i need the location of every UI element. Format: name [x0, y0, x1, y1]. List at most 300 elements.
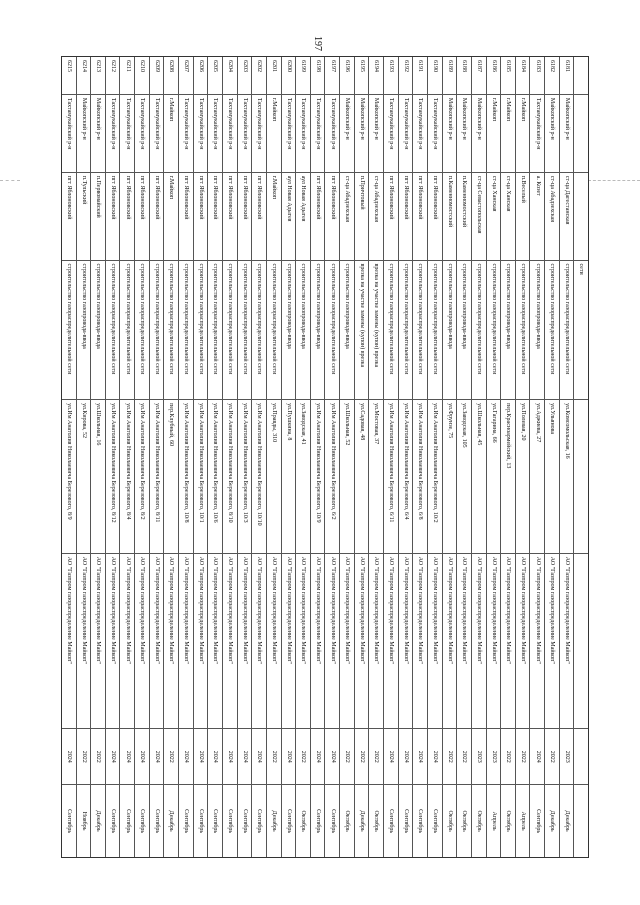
- row-number: 6208: [164, 57, 178, 95]
- address-cell: ул.Им Анатолия Николаевича Березового, 6/2: [325, 400, 339, 554]
- month-cell: Декабрь: [95, 810, 102, 832]
- month-cell: Сентябрь: [212, 809, 219, 834]
- locality-cell: п.Каменномостский: [457, 173, 471, 261]
- district-cell: Майкопский р-н: [369, 95, 383, 173]
- row-number: 6189: [443, 57, 457, 95]
- district-cell: Тахтамукайский р-н: [238, 95, 252, 173]
- year-cell: 2024: [223, 729, 237, 785]
- row-number: 6182: [545, 57, 559, 95]
- work-type-cell: строительство газораспределительной сети: [267, 261, 281, 401]
- table-row: [383, 57, 398, 857]
- year-cell: 2024: [62, 729, 76, 785]
- locality-cell: г.Майкоп: [267, 173, 281, 261]
- address-cell: [574, 400, 588, 554]
- work-type-cell: строительство газораспределительной сети: [384, 261, 398, 401]
- row-number: 6211: [121, 57, 135, 95]
- month-cell: Сентябрь: [66, 809, 73, 834]
- address-cell: ул.Фрунзе, 75: [443, 400, 457, 554]
- district-cell: Тахтамукайский р-н: [223, 95, 237, 173]
- organization-cell: АО "Газпром газораспределение Майкоп": [355, 554, 369, 730]
- year-cell: 2022: [340, 729, 354, 785]
- work-type-cell: строительство газораспределительной сети: [487, 261, 501, 401]
- locality-cell: пгт Яблоновский: [194, 173, 208, 261]
- year-cell: 2024: [208, 729, 222, 785]
- work-type-cell: строительство газораспределительной сети: [62, 261, 76, 401]
- table-row: [529, 57, 544, 857]
- organization-cell: АО "Газпром газораспределение Майкоп": [77, 554, 91, 730]
- year-cell: 2022: [355, 729, 369, 785]
- month-cell: Сентябрь: [139, 809, 146, 834]
- row-number: 6204: [223, 57, 237, 95]
- locality-cell: ст-ца Севастопольская: [472, 173, 486, 261]
- month-cell: Сентябрь: [124, 809, 131, 834]
- organization-cell: АО "Газпром газораспределение Майкоп": [501, 554, 515, 730]
- table-row: [427, 57, 442, 857]
- month-cell: Октябрь: [505, 810, 512, 832]
- row-number: 6210: [135, 57, 149, 95]
- address-cell: ул.Правды, 310: [267, 400, 281, 554]
- row-number: 6187: [472, 57, 486, 95]
- address-cell: ул.Им Анатолия Николаевича Березового, 10/9: [311, 400, 325, 554]
- address-cell: ул.Им Анатолия Николаевича Березового, 8/11: [150, 400, 164, 554]
- address-cell: ул.Гагарина, 66: [487, 400, 501, 554]
- organization-cell: АО "Газпром газораспределение Майкоп": [121, 554, 135, 730]
- address-cell: ул.Им Анатолия Николаевича Березового, 8/9: [62, 400, 76, 554]
- district-cell: Тахтамукайский р-н: [62, 95, 76, 173]
- month-cell: Сентябрь: [183, 809, 190, 834]
- district-cell: [574, 95, 588, 173]
- work-type-cell: строительство газораспределительной сети: [413, 261, 427, 401]
- year-cell: 2023: [472, 729, 486, 785]
- address-cell: ул.Им Анатолия Николаевича Березового, 10/1: [194, 400, 208, 554]
- work-type-cell: строительство газопровода-ввода: [296, 261, 310, 401]
- district-cell: Тахтамукайский р-н: [150, 95, 164, 173]
- month-cell: Сентябрь: [432, 809, 439, 834]
- year-cell: 2024: [311, 729, 325, 785]
- row-number: 6213: [91, 57, 105, 95]
- district-cell: Тахтамукайский р-н: [135, 95, 149, 173]
- work-type-cell: строительство газораспределительной сети: [150, 261, 164, 401]
- table-row: [412, 57, 427, 857]
- work-type-cell: строительство газораспределительной сети: [545, 261, 559, 401]
- month-cell: Декабрь: [358, 810, 365, 832]
- row-number: 6199: [296, 57, 310, 95]
- work-type-cell: строительство газораспределительной сети: [164, 261, 178, 401]
- work-type-cell: строительство газораспределительной сети: [399, 261, 413, 401]
- month-cell: Апрель: [490, 811, 497, 831]
- table-container: [61, 56, 589, 858]
- work-type-cell: строительство газопровода-ввода: [282, 261, 296, 401]
- organization-cell: АО "Газпром газораспределение Майкоп": [223, 554, 237, 730]
- locality-cell: пгт Яблоновский: [384, 173, 398, 261]
- work-type-cell: строительство газопровода-ввода: [91, 261, 105, 401]
- locality-cell: ст-ца Дагестанская: [560, 173, 574, 261]
- district-cell: Тахтамукайский р-н: [121, 95, 135, 173]
- row-number: 6202: [252, 57, 266, 95]
- address-cell: ул.Им Анатолия Николаевича Березового, 8/4: [121, 400, 135, 554]
- table-row: [62, 57, 76, 857]
- work-type-cell: строительство газопровода-ввода: [340, 261, 354, 401]
- table-row: [442, 57, 457, 857]
- scan-mark-left: [0, 180, 20, 181]
- locality-cell: п.Каменномостский: [443, 173, 457, 261]
- row-number: 6194: [369, 57, 383, 95]
- organization-cell: [574, 554, 588, 730]
- year-cell: 2022: [516, 729, 530, 785]
- row-number: 6200: [282, 57, 296, 95]
- month-cell: Октябрь: [344, 810, 351, 832]
- row-number: 6186: [487, 57, 501, 95]
- locality-cell: п.Причтовый: [355, 173, 369, 261]
- work-type-cell: строительство газораспределительной сети: [472, 261, 486, 401]
- work-type-cell: строительство газораспределительной сети: [325, 261, 339, 401]
- district-cell: г.Майкоп: [516, 95, 530, 173]
- address-cell: ул.Ульянова: [545, 400, 559, 554]
- organization-cell: АО "Газпром газораспределение Майкоп": [267, 554, 281, 730]
- district-cell: Тахтамукайский р-н: [384, 95, 398, 173]
- row-number: 6212: [106, 57, 120, 95]
- address-cell: ул.Им Анатолия Николаевича Березового, 10/8: [179, 400, 193, 554]
- organization-cell: АО "Газпром газораспределение Майкоп": [530, 554, 544, 730]
- table-row: [90, 57, 105, 857]
- locality-cell: п.Веселый: [516, 173, 530, 261]
- year-cell: [574, 729, 588, 785]
- organization-cell: АО "Газпром газораспределение Майкоп": [135, 554, 149, 730]
- district-cell: Тахтамукайский р-н: [296, 95, 310, 173]
- month-cell: Сентябрь: [534, 809, 541, 834]
- month-cell: Апрель: [519, 811, 526, 831]
- year-cell: 2024: [399, 729, 413, 785]
- district-cell: Майкопский р-н: [91, 95, 105, 173]
- organization-cell: АО "Газпром газораспределение Майкоп": [369, 554, 383, 730]
- table-row: [368, 57, 383, 857]
- row-number: 6183: [530, 57, 544, 95]
- work-type-cell: строительство газораспределительной сети: [223, 261, 237, 401]
- organization-cell: АО "Газпром газораспределение Майкоп": [179, 554, 193, 730]
- address-cell: ул.Заводская, 41: [296, 400, 310, 554]
- month-cell: Сентябрь: [109, 809, 116, 834]
- work-type-cell: строительство газопровода-ввода: [77, 261, 91, 401]
- table-row: [237, 57, 252, 857]
- year-cell: 2024: [325, 729, 339, 785]
- locality-cell: ст-ца Абадзехская: [369, 173, 383, 261]
- row-number: 6206: [194, 57, 208, 95]
- organization-cell: АО "Газпром газораспределение Майкоп": [91, 554, 105, 730]
- year-cell: 2023: [560, 729, 574, 785]
- address-cell: ул.Им Анатолия Николаевича Березового, 10/2: [428, 400, 442, 554]
- organization-cell: АО "Газпром газораспределение Майкоп": [560, 554, 574, 730]
- table-row: [339, 57, 354, 857]
- address-cell: ул.Школьная, 52: [340, 400, 354, 554]
- work-type-cell: строительство газораспределительной сети: [179, 261, 193, 401]
- district-cell: Тахтамукайский р-н: [399, 95, 413, 173]
- row-number: 6193: [384, 57, 398, 95]
- organization-cell: АО "Газпром газораспределение Майкоп": [282, 554, 296, 730]
- table-row: [486, 57, 501, 857]
- year-cell: 2024: [428, 729, 442, 785]
- locality-cell: аул Новая Адыгея: [282, 173, 296, 261]
- address-cell: ул.Комсомольская, 16: [560, 400, 574, 554]
- month-cell: Октябрь: [475, 810, 482, 832]
- table-row: [120, 57, 135, 857]
- month-cell: Октябрь: [461, 810, 468, 832]
- district-cell: Тахтамукайский р-н: [208, 95, 222, 173]
- table-row: [324, 57, 339, 857]
- row-number: 6188: [457, 57, 471, 95]
- year-cell: 2022: [91, 729, 105, 785]
- organization-cell: АО "Газпром газораспределение Майкоп": [487, 554, 501, 730]
- organization-cell: АО "Газпром газораспределение Майкоп": [399, 554, 413, 730]
- district-cell: Майкопский р-н: [560, 95, 574, 173]
- locality-cell: пгт Яблоновский: [121, 173, 135, 261]
- work-type-cell: строительство газораспределительной сети: [208, 261, 222, 401]
- locality-cell: [574, 173, 588, 261]
- address-cell: ул.Им Анатолия Николаевича Березового, 10/6: [208, 400, 222, 554]
- month-cell: Сентябрь: [153, 809, 160, 834]
- district-cell: г.Майкоп: [501, 95, 515, 173]
- locality-cell: п.Первомайский: [91, 173, 105, 261]
- address-cell: ул.Полевая, 20: [516, 400, 530, 554]
- work-type-cell: строительство газораспределительной сети: [194, 261, 208, 401]
- year-cell: 2024: [413, 729, 427, 785]
- work-type-cell: врезка на участке замены (купон) врезка: [369, 261, 383, 401]
- district-cell: Тахтамукайский р-н: [311, 95, 325, 173]
- month-cell: Сентябрь: [241, 809, 248, 834]
- year-cell: 2022: [501, 729, 515, 785]
- row-number: 6215: [62, 57, 76, 95]
- locality-cell: п.Тульский: [77, 173, 91, 261]
- district-cell: г.Майкоп: [267, 95, 281, 173]
- address-cell: ул.Им Анатолия Николаевича Березового, 6/8: [413, 400, 427, 554]
- address-cell: ул.Им Анатолия Николаевича Березового, 8/2: [135, 400, 149, 554]
- month-cell: Сентябрь: [329, 809, 336, 834]
- district-cell: Тахтамукайский р-н: [106, 95, 120, 173]
- year-cell: 2024: [135, 729, 149, 785]
- row-number: 6195: [355, 57, 369, 95]
- address-cell: ул.Садовая, 48: [355, 400, 369, 554]
- table-row: [178, 57, 193, 857]
- district-cell: Майкопский р-н: [355, 95, 369, 173]
- organization-cell: АО "Газпром газораспределение Майкоп": [194, 554, 208, 730]
- work-type-cell: строительство газопровода-ввода: [530, 261, 544, 401]
- year-cell: 2022: [443, 729, 457, 785]
- table-row: [251, 57, 266, 857]
- organization-cell: АО "Газпром газораспределение Майкоп": [311, 554, 325, 730]
- locality-cell: пгт Яблоновский: [106, 173, 120, 261]
- month-cell: Сентябрь: [256, 809, 263, 834]
- work-type-cell: строительство газораспределительной сети: [121, 261, 135, 401]
- district-cell: Тахтамукайский р-н: [252, 95, 266, 173]
- table-row: [266, 57, 281, 857]
- address-cell: ул.Им Анатолия Николаевича Березового, 6/11: [384, 400, 398, 554]
- row-number: 6185: [501, 57, 515, 95]
- locality-cell: аул Новая Адыгея: [296, 173, 310, 261]
- row-number: 6192: [399, 57, 413, 95]
- work-type-cell: строительство газораспределительной сети: [516, 261, 530, 401]
- year-cell: 2024: [194, 729, 208, 785]
- table-row: [163, 57, 178, 857]
- district-cell: Майкопский р-н: [472, 95, 486, 173]
- organization-cell: АО "Газпром газораспределение Майкоп": [296, 554, 310, 730]
- locality-cell: ст-ца Абадзехская: [340, 173, 354, 261]
- scan-mark-right: [588, 180, 640, 181]
- address-cell: ул.Школьная, 45: [472, 400, 486, 554]
- year-cell: 2024: [530, 729, 544, 785]
- locality-cell: пгт Яблоновский: [179, 173, 193, 261]
- month-cell: Сентябрь: [197, 809, 204, 834]
- work-type-cell: строительство газораспределительной сети: [238, 261, 252, 401]
- year-cell: 2024: [252, 729, 266, 785]
- row-number: 6191: [413, 57, 427, 95]
- address-cell: ул.Им Анатолия Николаевича Березового, 10/10: [252, 400, 266, 554]
- month-cell: Сентябрь: [388, 809, 395, 834]
- month-cell: Октябрь: [300, 810, 307, 832]
- organization-cell: АО "Газпром газораспределение Майкоп": [208, 554, 222, 730]
- work-type-cell: строительство газораспределительной сети: [135, 261, 149, 401]
- table-row: [398, 57, 413, 857]
- address-cell: ул.Им Анатолия Николаевича Березового, 6/4: [399, 400, 413, 554]
- district-cell: Майкопский р-н: [545, 95, 559, 173]
- district-cell: Майкопский р-н: [340, 95, 354, 173]
- organization-cell: АО "Газпром газораспределение Майкоп": [428, 554, 442, 730]
- district-cell: Тахтамукайский р-н: [194, 95, 208, 173]
- month-cell: Октябрь: [446, 810, 453, 832]
- table-row: [471, 57, 486, 857]
- district-cell: г.Майкоп: [487, 95, 501, 173]
- row-number: 6205: [208, 57, 222, 95]
- organization-cell: АО "Газпром газораспределение Майкоп": [516, 554, 530, 730]
- month-cell: Сентябрь: [417, 809, 424, 834]
- month-cell: Декабрь: [270, 810, 277, 832]
- locality-cell: пгт Яблоновский: [62, 173, 76, 261]
- address-cell: ул.Им Анатолия Николаевича Березового, 10/3: [238, 400, 252, 554]
- organization-cell: АО "Газпром газораспределение Майкоп": [150, 554, 164, 730]
- year-cell: 2022: [77, 729, 91, 785]
- table-row: [354, 57, 369, 857]
- page-number: 197: [312, 36, 323, 51]
- table-row: [207, 57, 222, 857]
- month-cell: Сентябрь: [285, 809, 292, 834]
- locality-cell: пгт Яблоновский: [325, 173, 339, 261]
- address-cell: ул.Им Анатолия Николаевича Березового, 8/12: [106, 400, 120, 554]
- month-cell: Сентябрь: [314, 809, 321, 834]
- row-number: 6209: [150, 57, 164, 95]
- locality-cell: пгт Яблоновский: [413, 173, 427, 261]
- district-cell: Тахтамукайский р-н: [413, 95, 427, 173]
- locality-cell: пгт Яблоновский: [238, 173, 252, 261]
- table-row: [105, 57, 120, 857]
- work-type-cell: строительство газораспределительной сети: [560, 261, 574, 401]
- month-cell: Сентябрь: [227, 809, 234, 834]
- locality-cell: а. Козет: [530, 173, 544, 261]
- table-row: [149, 57, 164, 857]
- work-type-cell: строительство газораспределительной сети: [428, 261, 442, 401]
- work-type-cell: сети: [574, 261, 588, 401]
- organization-cell: АО "Газпром газораспределение Майкоп": [384, 554, 398, 730]
- month-cell: Октябрь: [373, 810, 380, 832]
- year-cell: 2022: [369, 729, 383, 785]
- locality-cell: ст-ца Ханская: [487, 173, 501, 261]
- year-cell: 2022: [164, 729, 178, 785]
- locality-cell: ст-ца Ханская: [501, 173, 515, 261]
- organization-cell: АО "Газпром газораспределение Майкоп": [252, 554, 266, 730]
- row-number: 6214: [77, 57, 91, 95]
- address-cell: ул.Пушкина, 8: [282, 400, 296, 554]
- work-type-cell: строительство газопровода-ввода: [311, 261, 325, 401]
- table-row: [134, 57, 149, 857]
- locality-cell: пгт Яблоновский: [311, 173, 325, 261]
- month-cell: Сентябрь: [402, 809, 409, 834]
- row-number: 6190: [428, 57, 442, 95]
- address-cell: ул.Мостовая, 37: [369, 400, 383, 554]
- district-cell: Тахтамукайский р-н: [325, 95, 339, 173]
- district-cell: г.Майкоп: [164, 95, 178, 173]
- address-cell: ул.Аджиева, 27: [530, 400, 544, 554]
- year-cell: 2023: [487, 729, 501, 785]
- district-cell: Майкопский р-н: [443, 95, 457, 173]
- work-type-cell: строительство газопровода-ввода: [501, 261, 515, 401]
- locality-cell: пгт Яблоновский: [223, 173, 237, 261]
- row-number: 6196: [340, 57, 354, 95]
- table-row: [544, 57, 559, 857]
- table-row: [193, 57, 208, 857]
- district-cell: Тахтамукайский р-н: [179, 95, 193, 173]
- work-type-cell: строительство газопровода-ввода: [443, 261, 457, 401]
- organization-cell: АО "Газпром газораспределение Майкоп": [325, 554, 339, 730]
- district-cell: Тахтамукайский р-н: [282, 95, 296, 173]
- month-cell: Декабрь: [563, 810, 570, 832]
- address-cell: ул.Заводская, 105: [457, 400, 471, 554]
- row-number: 6201: [267, 57, 281, 95]
- month-cell: [574, 785, 588, 857]
- locality-cell: пгт Яблоновский: [150, 173, 164, 261]
- table-row: [295, 57, 310, 857]
- table-row: [281, 57, 296, 857]
- locality-cell: пгт Яблоновский: [135, 173, 149, 261]
- district-cell: Тахтамукайский р-н: [530, 95, 544, 173]
- organization-cell: АО "Газпром газораспределение Майкоп": [340, 554, 354, 730]
- locality-cell: пгт Яблоновский: [252, 173, 266, 261]
- work-type-cell: врезка на участке замены (купон) врезка: [355, 261, 369, 401]
- organization-cell: АО "Газпром газораспределение Майкоп": [62, 554, 76, 730]
- table-row: [573, 57, 588, 857]
- work-type-cell: строительство газораспределительной сети: [252, 261, 266, 401]
- organization-cell: АО "Газпром газораспределение Майкоп": [106, 554, 120, 730]
- locality-cell: пгт Яблоновский: [399, 173, 413, 261]
- organization-cell: АО "Газпром газораспределение Майкоп": [164, 554, 178, 730]
- work-type-cell: строительство газораспределительной сети: [106, 261, 120, 401]
- year-cell: 2024: [238, 729, 252, 785]
- year-cell: 2022: [457, 729, 471, 785]
- address-cell: пер.Красноармейский, 13: [501, 400, 515, 554]
- locality-cell: пгт Яблоновский: [428, 173, 442, 261]
- month-cell: Декабрь: [549, 810, 556, 832]
- table-row: [310, 57, 325, 857]
- organization-cell: АО "Газпром газораспределение Майкоп": [413, 554, 427, 730]
- table-row: [559, 57, 574, 857]
- locality-cell: пгт Яблоновский: [208, 173, 222, 261]
- year-cell: 2022: [545, 729, 559, 785]
- district-cell: Тахтамукайский р-н: [428, 95, 442, 173]
- district-cell: Майкопский р-н: [77, 95, 91, 173]
- address-cell: пер.Клубный, 60: [164, 400, 178, 554]
- table-row: [515, 57, 530, 857]
- table-row: [456, 57, 471, 857]
- address-cell: ул.Им Анатолия Николаевича Березового, 8/10: [223, 400, 237, 554]
- table-row: [76, 57, 91, 857]
- locality-cell: г.Майкоп: [164, 173, 178, 261]
- row-number: 6198: [311, 57, 325, 95]
